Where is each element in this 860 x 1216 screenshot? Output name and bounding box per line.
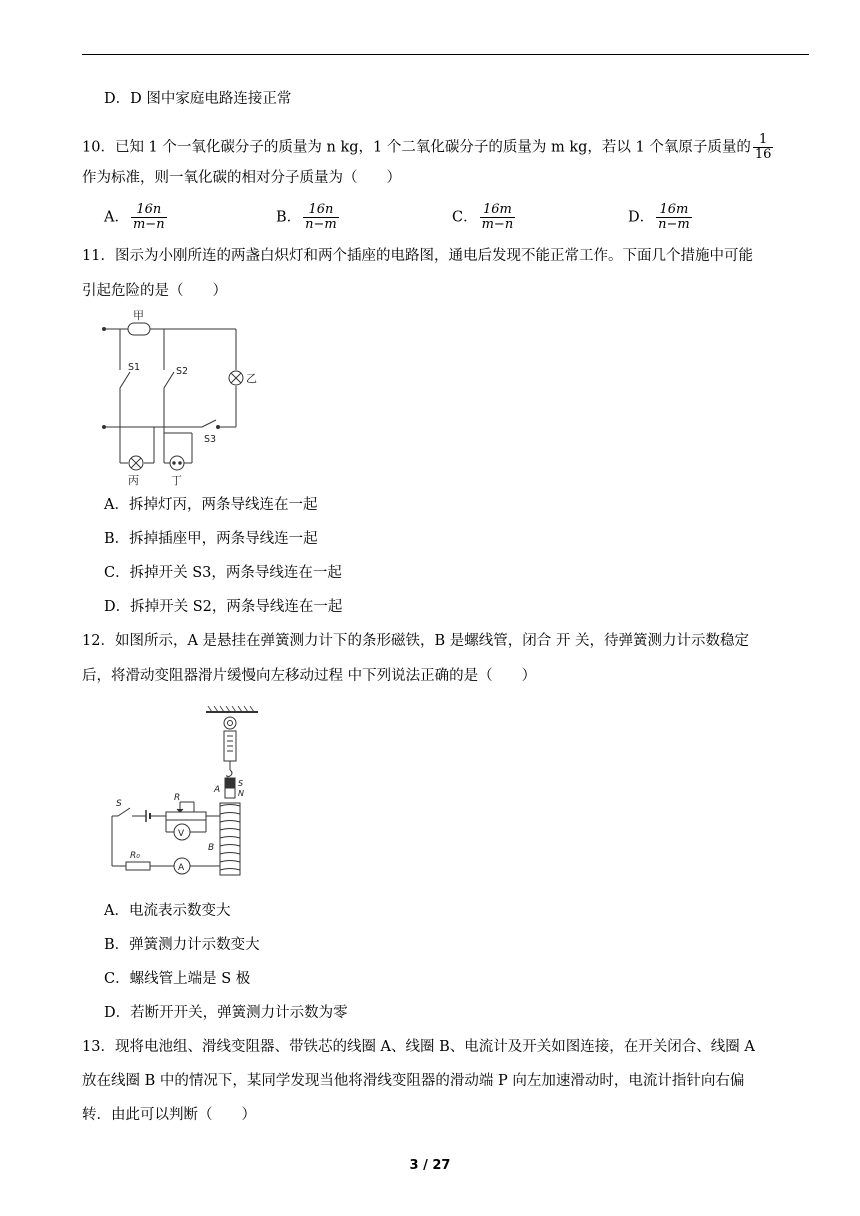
q12-stem-line2: 后，将滑动变阻器滑片缓慢向左移动过程 中下列说法正确的是（ ） [82,668,537,684]
frac-num: 16m [482,202,512,217]
q10-stem-text: 10．已知 1 个一氧化碳分子的质量为 n kg，1 个二氧化碳分子的质量为 m kg，若以 1 个氧原子质量的 [82,139,751,156]
option-fraction [303,203,339,232]
q12-option-d: D．若断开开关，弹簧测力计示数为零 [104,1005,348,1021]
option-label: A． [104,209,129,226]
frac-num: 16n [308,202,334,217]
label-ding: 丁 [171,474,182,486]
q10-stem-line2: 作为标准，则一氧化碳的相对分子质量为（ ） [82,170,401,186]
label-solenoid-b: B [208,843,215,853]
label-ammeter: A [178,863,185,873]
frac-den: n−m [658,217,690,232]
option-label: C． [452,209,478,226]
label-bing: 丙 [128,474,139,486]
label-pole-n: N [238,789,244,798]
frac-den: m−n [481,217,514,232]
q10-option-c [452,203,517,232]
frac-den: n−m [305,217,337,232]
q11-option-d: D．拆掉开关 S2，两条导线连在一起 [104,599,343,615]
q12-stem-line1: 12．如图所示，A 是悬挂在弹簧测力计下的条形磁铁，B 是螺线管，闭合 开 关，待弹簧测力计示数稳定 [82,633,750,649]
label-pole-s: S [238,779,244,788]
frac-num: 16n [136,202,162,217]
page-number: 3 / 27 [409,1158,451,1173]
label-magnet-a: A [214,785,221,795]
q10-option-d [628,203,694,232]
q11-stem-line1: 11．图示为小刚所连的两盏白炽灯和两个插座的电路图，通电后发现不能正常工作。下面几个措施中可能 [82,248,753,264]
q10-frac-num: 1 [758,132,768,147]
q10-fraction [753,133,774,162]
q13-stem-line2: 放在线圈 B 中的情况下，某同学发现当他将滑线变阻器的滑动端 P 向左加速滑动时，电流计指针向右偏 [82,1073,745,1089]
label-s3: S3 [204,434,217,445]
option-fraction [480,203,516,232]
frac-den: m−n [132,217,165,232]
header-rule [82,54,809,55]
q12-option-a: A．电流表示数变大 [104,903,231,919]
option-label: D． [628,209,655,226]
q10-stem-line1 [82,133,775,162]
option-fraction [131,203,167,232]
q11-option-a: A．拆掉灯丙，两条导线连在一起 [104,497,318,513]
q10-frac-den: 16 [754,147,772,162]
q9-option-d: D．D 图中家庭电路连接正常 [104,91,292,107]
option-fraction [656,203,692,232]
option-label: B． [276,209,302,226]
q11-circuit-diagram [98,308,266,486]
q13-stem-line1: 13．现将电池组、滑线变阻器、带铁芯的线圈 A、线圈 B、电流计及开关如图连接，在开关闭合、线圈 A [82,1039,755,1055]
q11-option-c: C．拆掉开关 S3，两条导线连在一起 [104,565,342,581]
label-s1: S1 [128,362,141,373]
label-s2: S2 [176,366,189,377]
label-jia: 甲 [133,309,144,322]
q12-option-c: C．螺线管上端是 S 极 [104,971,251,987]
q10-option-a [104,203,169,232]
q13-stem-line3: 转．由此可以判断（ ） [82,1107,256,1123]
label-voltmeter: V [178,829,185,839]
label-r0: R₀ [130,851,140,861]
q12-option-b: B．弹簧测力计示数变大 [104,937,260,953]
label-rheostat-r: R [174,793,181,803]
q10-option-b [276,203,341,232]
frac-num: 16m [659,202,689,217]
q12-circuit-diagram [108,706,268,886]
q11-option-b: B．拆掉插座甲，两条导线连一起 [104,531,318,547]
label-switch-s: S [116,799,122,809]
q11-stem-line2: 引起危险的是（ ） [82,283,227,299]
label-yi: 乙 [246,372,257,385]
